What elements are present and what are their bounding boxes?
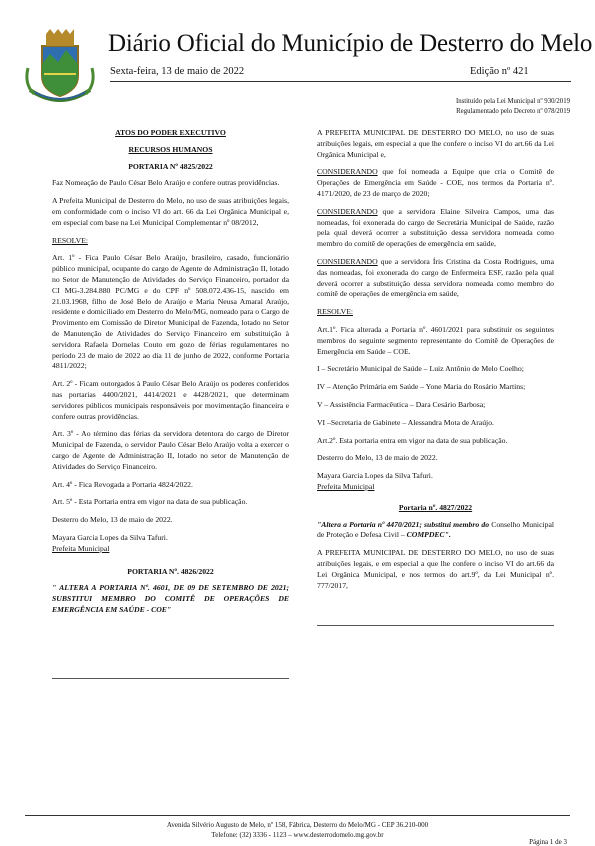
ordinance-preamble: A PREFEITA MUNICIPAL DE DESTERRO DO MELO, no uso de suas atribuições legais, e em especial a que lhe confere o inciso VI do art.66 da Lei Orgânica Municipal, e nos termos do art.9º, da Lei Municipal nº. 777/2017, [317, 548, 554, 590]
ementa-part: COMPDEC". [406, 530, 451, 540]
place-date: Desterro do Melo, 13 de maio de 2022. [317, 453, 438, 463]
municipal-crest-icon [20, 28, 100, 108]
issue-date: Sexta-feira, 13 de maio de 2022 [110, 66, 245, 77]
legal-basis [456, 97, 570, 117]
footer-divider [25, 815, 570, 816]
gazette-title: Diário Oficial do Município de Desterro do Melo [108, 30, 593, 57]
ementa-part: "Altera a Portaria nº 4470/2021; substitui membro do [317, 519, 490, 529]
ordinance-ementa: " ALTERA A PORTARIA Nº. 4601, DE 09 DE SETEMBRO DE 2021; SUBSTITUI MEMBRO DO COMITÊ DE OPERAÇÕES DE EMERGÊNCIA EM SAÚDE - COE" [52, 583, 289, 614]
article-3: Art. 3º - Ao término das férias da servidora detentora do cargo de Diretor Municipal de Fazenda, o servidor Paulo César Belo Araújo volta a exercer o cargo de Agente de Administração II, lotado no setor de Manutenção de Atividades do Serviço Financeiro. [52, 429, 289, 471]
considering-label: CONSIDERANDO [317, 256, 378, 266]
ordinance-preamble: A PREFEITA MUNICIPAL DE DESTERRO DO MELO, no uso de suas atribuições legais, em especial a que lhe confere o inciso VI do art.66 da Lei Orgânica Municipal e, [317, 128, 554, 159]
ordinance-ementa [317, 520, 554, 542]
ordinance-preamble: A Prefeita Municipal de Desterro do Melo, no uso de suas atribuições legais, em conformidade com o inciso VI do art. 66 da Lei Orgânica Municipal e, em especial com base na Lei Municipal Complementar nº 08/2012, [52, 196, 289, 227]
ordinance-title: Portaria nº. 4827/2022 [398, 502, 473, 512]
member-item: VI –Secretaria de Gabinete – Alessandra Mota de Araújo. [317, 417, 494, 427]
section-heading: ATOS DO PODER EXECUTIVO [115, 128, 226, 137]
member-item: IV – Atenção Primária em Saúde – Yone Maria do Rosário Martins; [317, 382, 526, 392]
footer [0, 820, 595, 840]
article-5: Art. 5º - Esta Portaria entra em vigor na data de sua publicação. [52, 497, 248, 507]
signatory: Mayara Garcia Lopes da Silva Tafuri. [317, 471, 433, 481]
considering-2 [317, 207, 554, 250]
considering-text: que foi nomeada a Equipe que cria o Comitê de Operações de Emergência em Saúde - COE, nos termos da Portaria nº. 4171/2020, de 23 de março de 2020; [317, 167, 554, 198]
edition-number: Edição nº 421 [470, 66, 529, 77]
article-1: Art. 1º - Fica Paulo César Belo Araújo, brasileiro, casado, funcionário público municipal, ocupante do cargo de Agente de Administração II, lotado no Setor de Manutenção de Atividades do Serviço Financeiro, portador da CI MG-3.284.880 PC/MG e do CPF nº 508.072.436-15, nascido em 21.03.1968, filho de José Belo de Araújo e Maria Neusa Amaral Araújo, residente e domiciliado em Desterro do Melo/MG, nomeado para o Cargo de Provimento em Comissão de Diretor Municipal de Fazenda, lotado no Setor de Manutenção de Atividades do Serviço Financeiro em substituição à servidora Rafaela Dornelas Couto em gozo de férias regulamentares no período 23 de maio de 2022 ao dia 11 de junho de 2022, conforme Portaria 4811/2022; [52, 253, 289, 371]
place-date: Desterro do Melo, 13 de maio de 2022. [52, 515, 173, 525]
considering-text: que a servidora Elaine Silveira Campos, uma das nomeadas, foi exonerada do cargo de Secretária Municipal de Saúde, razão pela qual deverá ocorrer a substituição dessa servidora nomeada como membro do comitê de operações de emergência em saúde, [317, 206, 554, 249]
page-number: Página 1 de 3 [529, 838, 567, 846]
institute-line: Instituído pela Lei Municipal nº 930/2019 [455, 98, 570, 105]
resolve-label: RESOLVE: [317, 307, 354, 317]
considering-label: CONSIDERANDO [317, 206, 378, 216]
considering-label: CONSIDERANDO [317, 167, 378, 177]
article-1: Art.1º. Fica alterada a Portaria nº. 4601/2021 para substituir os seguintes membros do seguinte segmento representante do Comitê de Operações de Emergência em Saúde – COE. [317, 324, 554, 356]
left-column [52, 128, 289, 623]
member-item: I – Secretário Municipal de Saúde – Luiz Antônio de Melo Coelho; [317, 364, 524, 374]
ordinance-title: PORTARIA Nº 4825/2022 [128, 161, 213, 171]
signatory-role: Prefeita Municipal [52, 543, 110, 553]
resolve-label: RESOLVE: [52, 235, 89, 245]
considering-text: que a servidora Íris Cristina da Costa Rodrigues, uma das nomeadas, foi exonerada do cargo de Enfermeira ESF, razão pela qual deverá ocorrer a substituição dessa servidora nomeada como membro do comitê de operações de emergência em saúde, [317, 256, 554, 299]
footer-address: Avenida Silvério Augusto de Melo, nº 158, Fábrica, Desterro do Melo/MG - CEP 36.210-000 [166, 821, 429, 829]
considering-1 [317, 167, 554, 199]
signatory-role: Prefeita Municipal [317, 481, 375, 491]
right-column [317, 128, 554, 598]
signatory: Mayara Garcia Lopes da Silva Tafuri. [52, 532, 168, 542]
considering-3 [317, 257, 554, 300]
article-2: Art. 2º - Ficam outorgados à Paulo César Belo Araújo os poderes conferidos nas portarias 4400/2021, 4414/2021 e 4428/2021, que determinam servidores públicos municipais responsáveis por movimentação financeira e confere outras providências. [52, 379, 289, 421]
masthead [0, 0, 595, 115]
article-2: Art.2º. Esta portaria entra em vigor na data de sua publicação. [317, 435, 508, 445]
regulation-line: Regulamentado pelo Decreto nº 078/2019 [456, 108, 570, 115]
footer-contact: Telefone: (32) 3336 - 1123 – www.desterrodomelo.mg.gov.br [211, 831, 384, 839]
member-item: V – Assistência Farmacêutica – Dara Cesário Barbosa; [317, 399, 486, 409]
subsection-heading: RECURSOS HUMANOS [128, 144, 213, 154]
ementa-part: Conselho Municipal de Proteção e Defesa Civil – [317, 519, 555, 540]
ordinance-title: PORTARIA Nº. 4826/2022 [127, 566, 214, 576]
header-divider [110, 81, 571, 82]
divider [52, 678, 289, 679]
divider [317, 625, 554, 626]
ordinance-summary: Faz Nomeação de Paulo César Belo Araújo e confere outras providências. [52, 178, 280, 188]
article-4: Art. 4º - Fica Revogada a Portaria 4824/2022. [52, 479, 193, 489]
